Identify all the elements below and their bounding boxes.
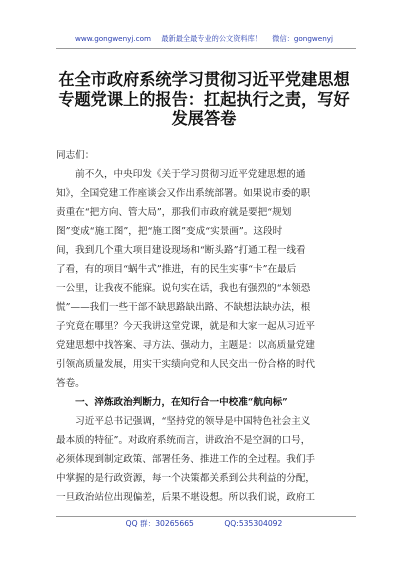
body-line: 必须体现到制定政策、部署任务、推进工作的全过程。我们手	[56, 454, 316, 465]
document-title	[46, 70, 362, 129]
body-line: 答卷。	[56, 378, 85, 389]
header-website[interactable]: www.gongwenyj.com	[74, 34, 152, 43]
title-line: 发展答卷	[171, 109, 237, 128]
salutation: 同志们：	[56, 150, 95, 161]
footer-qq-group: QQ 群：30265665	[125, 519, 194, 528]
body-line: 一公里，让我夜不能寐。说句实在话，我也有强烈的“本领恐	[56, 283, 311, 294]
title-line: 在全市政府系统学习贯彻习近平党建思想	[58, 70, 350, 89]
body-line: 党建思想中找答案、寻方法、强动力，主题是：以高质量党建	[56, 340, 316, 351]
body-line: 习近平总书记强调，“坚持党的领导是中国特色社会主义	[56, 416, 311, 427]
footer-banner	[0, 518, 408, 532]
section-heading: 一、淬炼政治判断力，在知行合一中校准“航向标”	[56, 397, 288, 408]
header-slogan: 最新最全最专业的公文资料库！	[161, 34, 262, 43]
body-line: 前不久，中央印发《关于学习贯彻习近平党建思想的通	[56, 169, 306, 180]
body-line: 最本质的特征”。对政府系统而言，讲政治不是空洞的口号，	[56, 435, 311, 446]
body-line: 一旦政治站位出现偏差，后果不堪设想。所以我们说，政府工	[56, 492, 316, 503]
header-banner	[0, 34, 408, 48]
body-line: 间，我到几个重大项目建设现场和“断头路”打通工程一线看	[56, 245, 306, 256]
document-body	[56, 146, 352, 507]
body-line: 知》，全国党建工作座谈会又作出系统部署。如果说市委的职	[56, 188, 311, 199]
body-line: 慌”——我们一些干部不缺思路缺出路、不缺想法缺办法，根	[56, 302, 311, 313]
body-line: 责重在“把方向、管大局”，那我们市政府就是要把“规划	[56, 207, 292, 218]
body-line: 引领高质量发展，用实干实绩向党和人民交出一份合格的时代	[56, 359, 316, 370]
body-line: 图”变成“施工图”，把“施工图”变成“实景画”。这段时	[56, 226, 283, 237]
header-divider	[56, 48, 356, 49]
body-line: 中掌握的是行政资源，每一个决策都关系到公共利益的分配，	[56, 473, 316, 484]
body-line: 了看，有的项目“蜗牛式”推进，有的民生实事“卡”在最后	[56, 264, 297, 275]
footer-qq: QQ:535304092	[224, 519, 283, 528]
header-wechat: 微信：gongwenyj	[272, 34, 334, 43]
body-line: 子究竟在哪里？今天我讲这堂党课，就是和大家一起从习近平	[56, 321, 316, 332]
title-line: 专题党课上的报告：扛起执行之责，写好	[58, 89, 350, 109]
footer-divider	[56, 516, 356, 517]
